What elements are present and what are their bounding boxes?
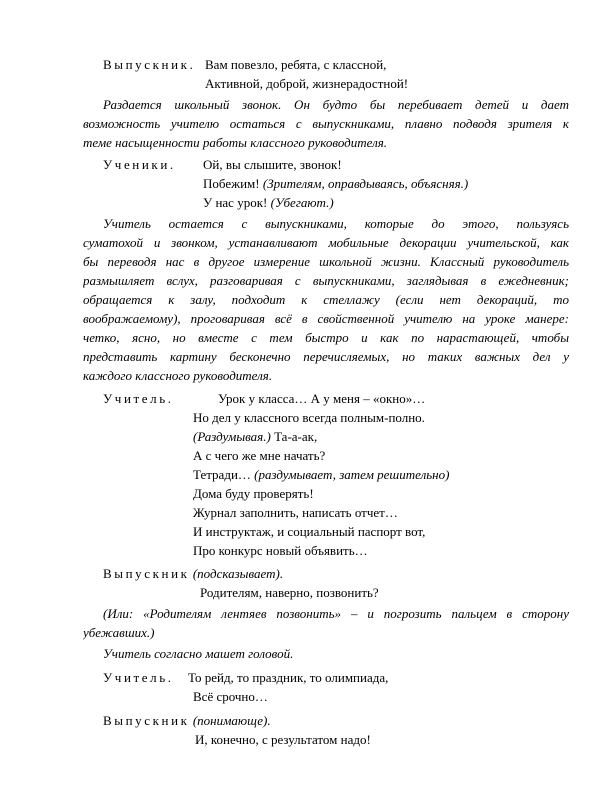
stage-note: (понимающе). <box>192 713 271 728</box>
dialogue-line <box>103 730 569 749</box>
speaker-name: Выпускник. <box>103 57 196 72</box>
verse-line: Всё срочно… <box>193 689 268 704</box>
dialogue-line <box>103 541 569 560</box>
stage-direction <box>83 604 569 642</box>
dialogue-line <box>103 503 569 522</box>
dialogue-line <box>103 687 569 706</box>
direction-line: представить картину бесконечно перечисляемых, но таких важных дел у <box>83 349 569 364</box>
direction-line: обращается к залу, подходит к стеллажу (если нет декораций, то <box>83 292 569 307</box>
verse-line: Урок у класса… А у меня – «окно»… <box>218 391 426 406</box>
stage-note: (Убегают.) <box>270 195 334 210</box>
dialogue-line <box>103 427 569 446</box>
direction-line: Раздается школьный звонок. Он будто бы перебивает детей и дает <box>103 97 569 112</box>
dialogue-line <box>103 155 569 174</box>
verse-line: А с чего же мне начать? <box>193 448 326 463</box>
verse-line: Родителям, наверно, позвонить? <box>200 585 379 600</box>
dialogue-line <box>103 583 569 602</box>
direction-line: каждого классного руководителя. <box>83 368 273 383</box>
dialogue-line <box>103 389 569 408</box>
dialogue-line <box>103 193 569 212</box>
verse-line: У нас урок! <box>203 195 268 210</box>
stage-direction <box>83 95 569 152</box>
dialogue-line <box>103 408 569 427</box>
stage-note: (Зрителям, оправдываясь, объясняя.) <box>262 176 469 191</box>
verse-line: Та-а-ак, <box>274 429 318 444</box>
verse-line: Дома буду проверять! <box>193 486 314 501</box>
dialogue-line <box>103 55 569 74</box>
verse-line: То рейд, то праздник, то олимпиада, <box>188 670 389 685</box>
direction-line: теме насыщенности работы классного руководителя. <box>83 135 388 150</box>
stage-direction <box>83 214 569 385</box>
verse-line: Про конкурс новый объявить… <box>193 543 368 558</box>
direction-line: воображаемому), проговаривая всё в свойственной учителю на уроке манере: <box>83 311 569 326</box>
direction-line: Учитель остается с выпускниками, которые до этого, пользуясь <box>103 216 569 231</box>
dialogue-line <box>103 564 569 583</box>
stage-note: (Раздумывая.) <box>193 429 271 444</box>
verse-line: Ой, вы слышите, звонок! <box>203 157 342 172</box>
dialogue-line <box>103 446 569 465</box>
speaker-name: Учитель. <box>103 670 174 685</box>
verse-line: Но дел у классного всегда полным-полно. <box>193 410 425 425</box>
verse-line: Журнал заполнить, написать отчет… <box>193 505 398 520</box>
stage-direction <box>103 644 569 663</box>
direction-line: (Или: «Родителям лентяев позвонить» – и погрозить пальцем в сторону <box>103 606 569 621</box>
direction-line: возможность учителю остаться с выпускниками, плавно подводя зрителя к <box>83 116 569 131</box>
direction-line: бы переводя нас в другое измерение школьной жизни. Классный руководитель <box>83 254 569 269</box>
verse-line: Вам повезло, ребята, с классной, <box>205 57 387 72</box>
speaker-name: Учитель. <box>103 391 174 406</box>
speaker-name: Выпускник <box>103 566 190 581</box>
direction-line: Учитель согласно машет головой. <box>103 646 294 661</box>
verse-line: И, конечно, с результатом надо! <box>195 732 371 747</box>
dialogue-line <box>103 174 569 193</box>
dialogue-line <box>103 711 569 730</box>
verse-line: Побежим! <box>203 176 260 191</box>
dialogue-line <box>103 668 569 687</box>
direction-line: четко, ясно, но вместе с тем быстро и как по нарастающей, чтобы <box>83 330 569 345</box>
stage-note: (подсказывает). <box>192 566 284 581</box>
direction-line: размышляет вслух, разговаривая с выпускниками, заглядывая в ежедневник; <box>83 273 569 288</box>
dialogue-line <box>103 465 569 484</box>
stage-note: (раздумывает, затем решительно) <box>254 467 450 482</box>
direction-line: убежавших.) <box>83 625 155 640</box>
dialogue-line <box>103 522 569 541</box>
dialogue-line <box>103 74 569 93</box>
document-page <box>83 55 569 749</box>
verse-line: И инструктаж, и социальный паспорт вот, <box>193 524 426 539</box>
speaker-name: Ученики. <box>103 157 176 172</box>
speaker-name: Выпускник <box>103 713 190 728</box>
dialogue-line <box>103 484 569 503</box>
verse-line: Активной, доброй, жизнерадостной! <box>205 76 409 91</box>
verse-line: Тетради… <box>193 467 251 482</box>
direction-line: суматохой и звонком, устанавливают мобильные декорации учительской, как <box>83 235 569 250</box>
